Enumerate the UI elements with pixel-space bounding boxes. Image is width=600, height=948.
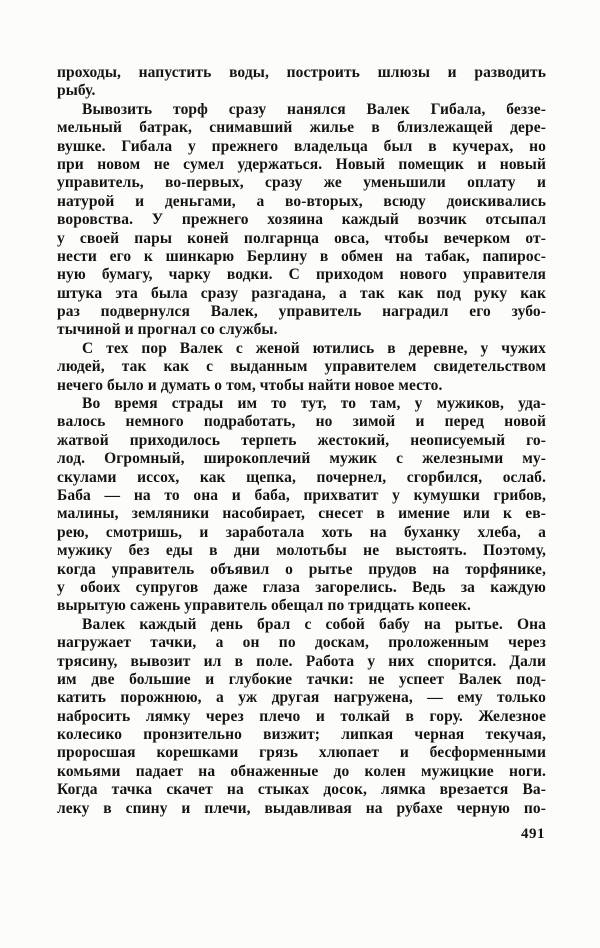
text-line: Во время страды им то тут, то там, у мужиков, уда-: [82, 395, 546, 413]
text-line: воровства. У прежнего хозяина каждый возчик отсыпал: [57, 211, 546, 229]
text-line: людей, так как с выданным управителем свидетельством: [57, 358, 546, 376]
text-line: мельный батрак, снимавший жилье в близлежащей дере-: [57, 119, 546, 137]
text-line: рею, смотришь, и заработала хоть на буханку хлеба, а: [57, 523, 546, 541]
text-line: проросшая корешками грязь хлюпает и бесформенными: [57, 744, 546, 762]
text-line: нести его к шинкарю Берлину в обмен на табак, папирос-: [57, 247, 546, 265]
text-line: у своей пары коней полгарнца овса, чтобы вечерком от-: [57, 229, 546, 247]
text-line: Вывозить торф сразу нанялся Валек Гибала, беззе-: [82, 100, 546, 118]
text-line: комьями падает на обнаженные до колен мужицкие ноги.: [57, 762, 546, 780]
text-line: катить порожнюю, а уж другая нагружена, — ему только: [57, 689, 546, 707]
page-number: 491: [521, 826, 545, 842]
text-line: при новом не сумел удержаться. Новый помещик и новый: [57, 155, 546, 173]
text-line: им две большие и глубокие тачки: не успеет Валек под-: [57, 670, 546, 688]
text-line: жатвой приходилось терпеть жестокий, неописуемый го-: [57, 431, 546, 449]
text-line: леку в спину и плечи, выдавливая на рубахе черную по-: [57, 799, 546, 817]
text-line: С тех пор Валек с женой ютились в деревне, у чужих: [82, 339, 546, 357]
text-line: вушке. Гибала у прежнего владельца был в кучерах, но: [57, 137, 546, 155]
text-line: у обоих супругов даже глаза загорелись. Ведь за каждую: [57, 578, 546, 596]
text-line: малины, земляники насобирает, снесет в имение или к ев-: [57, 505, 546, 523]
text-line: нагружает тачки, а он по доскам, проложенным через: [57, 634, 546, 652]
text-line: натурой и деньгами, а во-вторых, всюду доискивались: [57, 192, 546, 210]
text-line: вырытую сажень управитель обещал по тридцать копеек.: [57, 597, 472, 615]
page-text: [57, 64, 546, 818]
text-line: нечего было и думать о том, чтобы найти новое место.: [57, 376, 443, 394]
text-line: рыбу.: [57, 82, 96, 100]
text-line: скулами иссох, как щепка, почернел, сгорбился, ослаб.: [57, 468, 546, 486]
text-line: набросить лямку через плечо и толкай в гору. Железное: [57, 707, 546, 725]
text-line: Баба — на то она и баба, прихватит у кумушки грибов,: [57, 486, 546, 504]
text-line: мужику без еды в дни молотьбы не выстоять. Поэтому,: [57, 542, 546, 560]
text-line: тычиной и прогнал со службы.: [57, 321, 278, 339]
text-line: штука эта была сразу разгадана, а так как под руку как: [57, 284, 546, 302]
text-line: лод. Огромный, широкоплечий мужик с железными му-: [57, 450, 546, 468]
text-line: ную бумагу, чарку водки. С приходом нового управителя: [57, 266, 546, 284]
text-line: раз подвернулся Валек, управитель наградил его зубо-: [57, 303, 546, 321]
text-line: Валек каждый день брал с собой бабу на рытье. Она: [82, 615, 546, 633]
text-line: трясину, вывозит ил в поле. Работа у них спорится. Дали: [57, 652, 546, 670]
text-line: когда управитель объявил о рытье прудов на торфянике,: [57, 560, 546, 578]
text-line: проходы, напустить воды, построить шлюзы и разводить: [57, 64, 546, 81]
text-line: управитель, во-первых, сразу же уменьшили оплату и: [57, 174, 546, 192]
text-line: Когда тачка скачет на стыках досок, лямка врезается Ва-: [57, 781, 546, 799]
text-line: колесико пронзительно визжит; липкая черная текучая,: [57, 726, 546, 744]
text-line: валось немного подработать, но зимой и перед новой: [57, 413, 546, 431]
